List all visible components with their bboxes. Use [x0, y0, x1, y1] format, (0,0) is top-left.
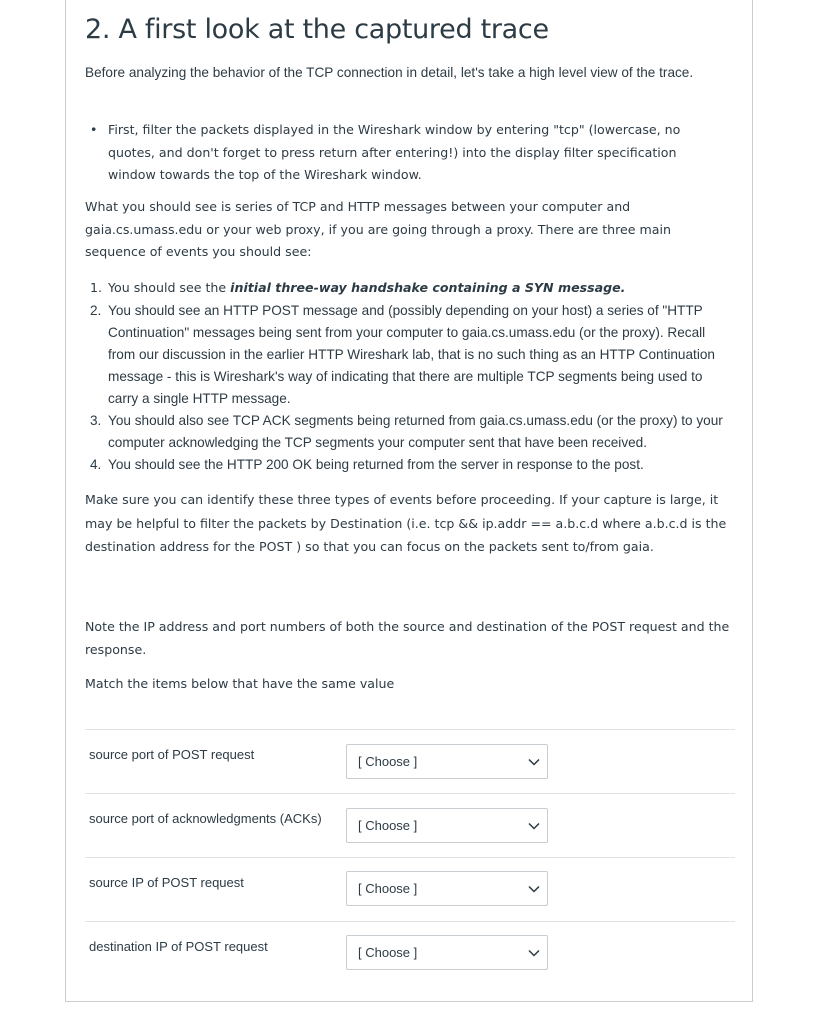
chevron-down-icon [528, 947, 540, 959]
page-title: 2. A first look at the captured trace [85, 14, 549, 45]
match-select-destination-ip-post[interactable] [346, 935, 548, 970]
emphasized-text: initial three-way handshake containing a SYN message. [230, 280, 626, 295]
match-select-source-ip-post[interactable] [346, 871, 548, 906]
match-label: source IP of POST request [89, 875, 244, 890]
note-paragraph: Note the IP address and port numbers of both the source and destination of the POST request and the response. [85, 619, 730, 657]
list-item [85, 300, 735, 410]
item-text: You should see an HTTP POST message and (possibly depending on your host) a series of "HTTP Continuation" messages being sent from your computer to gaia.cs.umass.edu (or the proxy). Recall from our discussion in the earlier HTTP Wireshark lab, that is no such thing as an HTTP Continuation message - this is Wireshark's way of indicating that there are multiple TCP segments being used to carry a single HTTP message. [108, 302, 715, 406]
divider [85, 793, 735, 794]
filter-instructions [85, 119, 725, 187]
events-list [85, 277, 735, 476]
list-item [85, 119, 725, 187]
list-item [85, 454, 735, 476]
item-text: You should see the HTTP 200 OK being returned from the server in response to the post. [108, 456, 644, 472]
intro-paragraph: Before analyzing the behavior of the TCP connection in detail, let's take a high level view of the trace. [85, 65, 694, 80]
divider [85, 857, 735, 858]
list-item [85, 277, 735, 300]
match-instructions: Match the items below that have the same value [85, 676, 395, 691]
list-item [85, 410, 735, 454]
match-label: source port of acknowledgments (ACKs) [89, 811, 322, 826]
chevron-down-icon [528, 756, 540, 768]
match-select-source-port-post[interactable] [346, 744, 548, 779]
item-number: 4. [90, 456, 102, 472]
match-label: destination IP of POST request [89, 939, 268, 954]
chevron-down-icon [528, 820, 540, 832]
divider [85, 921, 735, 922]
item-number: 2. [90, 302, 102, 318]
divider [85, 729, 735, 730]
item-text: You should see the [108, 280, 231, 295]
match-select-source-port-acks[interactable] [346, 808, 548, 843]
match-label: source port of POST request [89, 747, 255, 762]
select-value: [ Choose ] [358, 754, 418, 769]
select-value: [ Choose ] [358, 881, 418, 896]
make-sure-paragraph: Make sure you can identify these three types of events before proceeding. If your capture is large, it may be helpful to filter the packets by Destination (i.e. tcp && ip.addr == a.b.c.d where a.b.c.d is the destination address for the POST ) so that you can focus on the packets sent to/from gaia. [85, 492, 727, 554]
select-value: [ Choose ] [358, 818, 418, 833]
chevron-down-icon [528, 883, 540, 895]
item-number: 1. [90, 280, 103, 295]
item-number: 3. [90, 412, 102, 428]
bullet-icon: • [90, 122, 98, 137]
select-value: [ Choose ] [358, 945, 418, 960]
item-text: You should also see TCP ACK segments being returned from gaia.cs.umass.edu (or the proxy) to your computer acknowledging the TCP segments your computer sent that have been received. [108, 412, 723, 450]
bullet-text: First, filter the packets displayed in the Wireshark window by entering "tcp" (lowercase, no quotes, and don't forget to press return after entering!) into the display filter specification window towards the top of the Wireshark window. [108, 122, 681, 182]
what-you-see-paragraph: What you should see is series of TCP and HTTP messages between your computer and gaia.cs.umass.edu or your web proxy, if you are going through a proxy. There are three main sequence of events you should see: [85, 199, 672, 259]
